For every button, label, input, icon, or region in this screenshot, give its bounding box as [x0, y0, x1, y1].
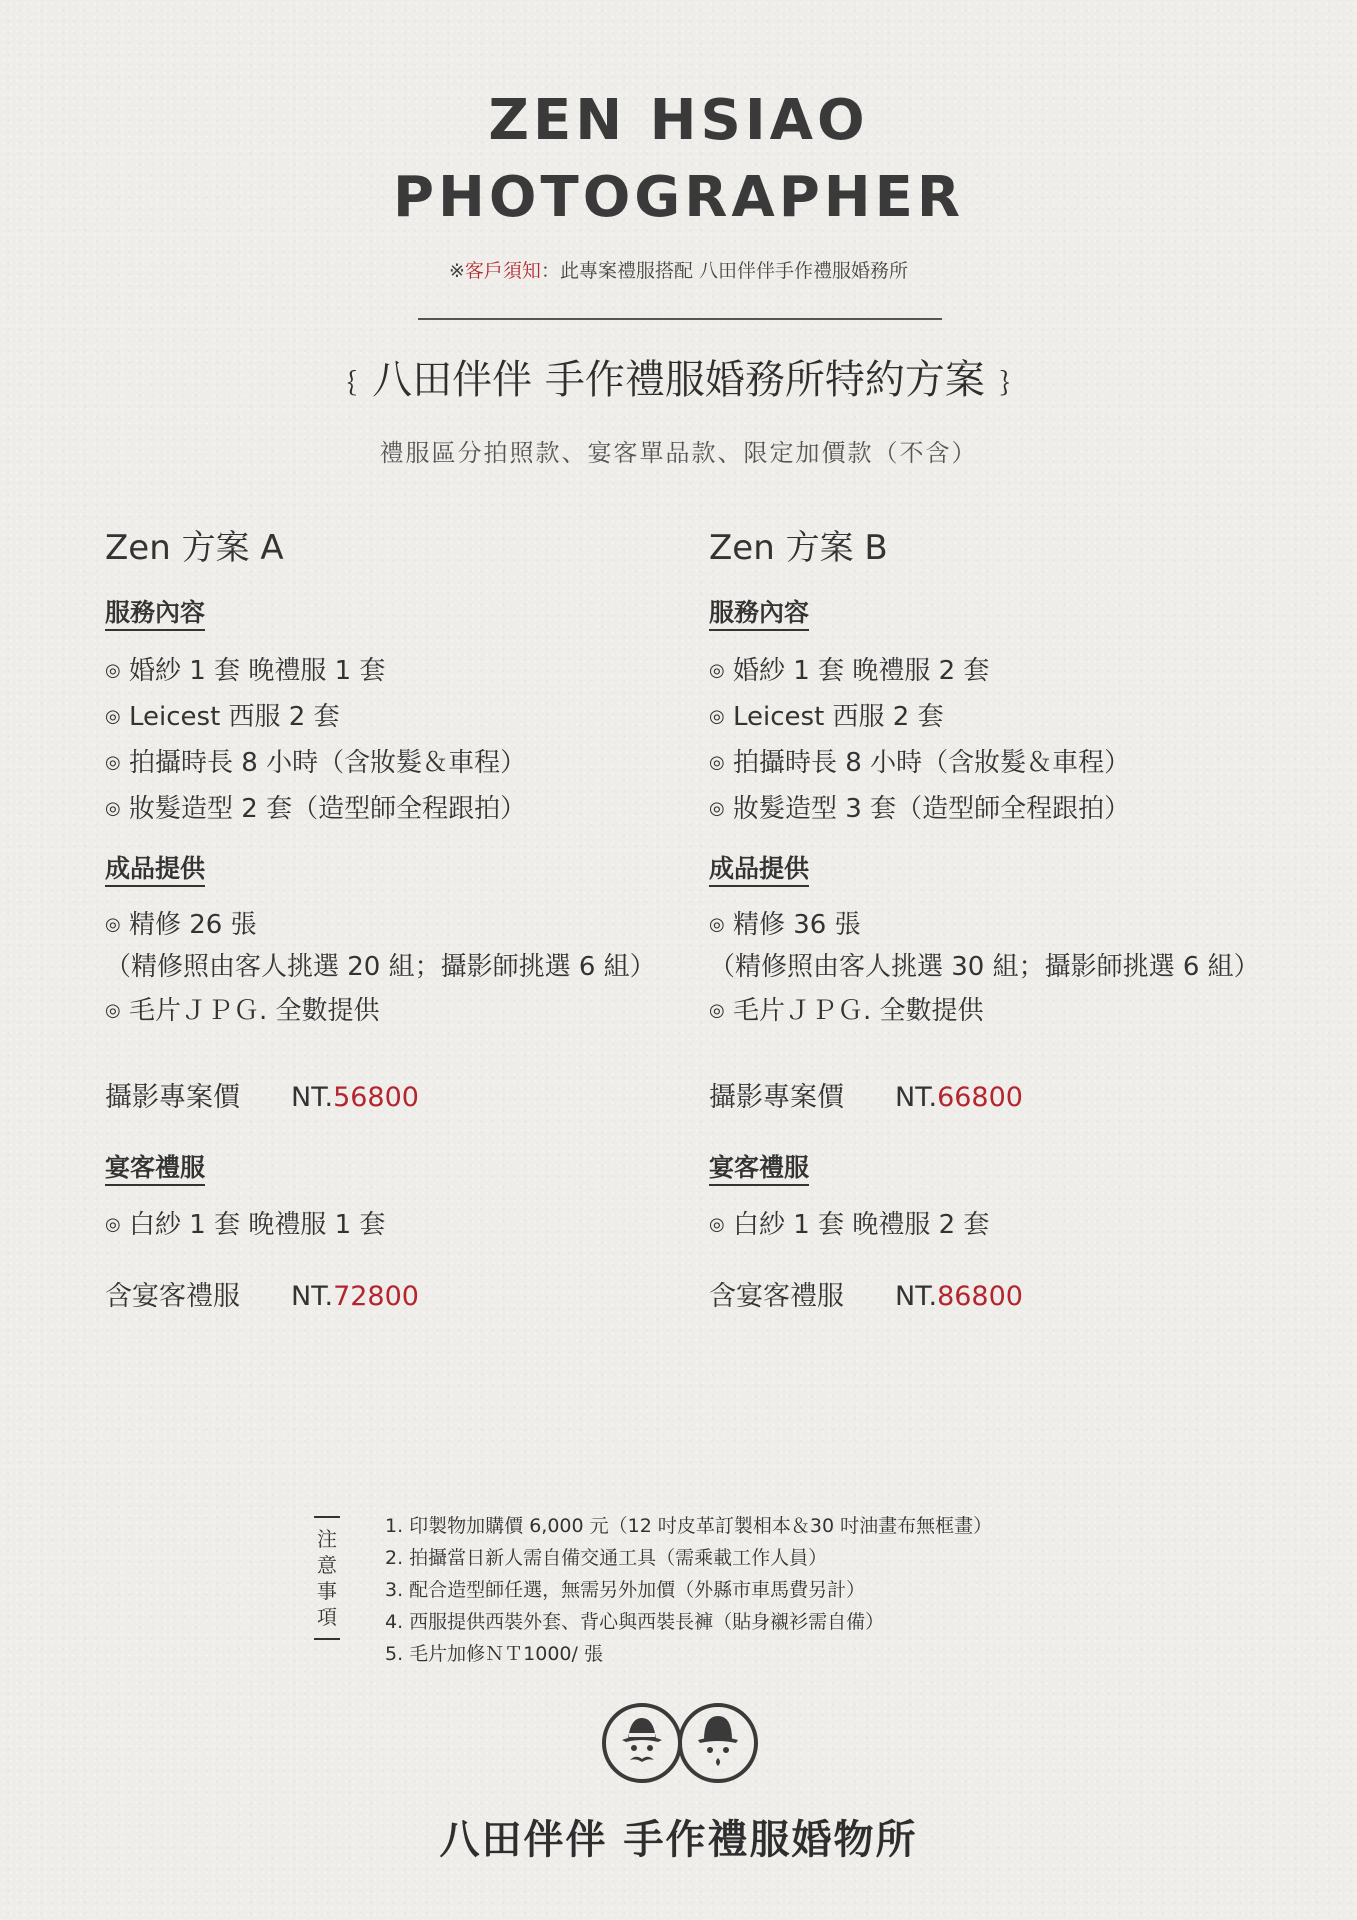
banquet-heading: 宴客禮服 — [709, 1153, 809, 1186]
price-row — [105, 1075, 419, 1114]
product-item: ◎ 精修 36 張 — [709, 910, 861, 940]
plan-b — [709, 520, 1309, 1320]
brand-line-2: PHOTOGRAPHER — [392, 165, 965, 230]
bullet-icon: ◎ — [709, 1000, 725, 1021]
bullet-icon: ◎ — [105, 752, 121, 773]
services-heading: 服務內容 — [709, 598, 809, 631]
page-title: ﹛八田伴伴 手作禮服婚務所特約方案﹜ — [332, 357, 1025, 403]
brand-logo-icon — [600, 1698, 760, 1788]
customer-notice — [0, 256, 1357, 283]
product-item: ◎ 精修 26 張 — [105, 910, 257, 940]
services-heading: 服務內容 — [105, 598, 205, 631]
banquet-price-label: 含宴客禮服 — [709, 1281, 844, 1312]
notice-highlight: 客戶須知 — [464, 260, 541, 282]
banquet-price-row — [709, 1274, 1023, 1313]
service-item: ◎ 拍攝時長 8 小時（含妝髮＆車程） — [105, 748, 527, 778]
banquet-price-row — [105, 1274, 419, 1313]
plan-a — [105, 520, 705, 1320]
price-prefix: NT. — [895, 1082, 938, 1113]
bullet-icon: ◎ — [709, 798, 725, 819]
banquet-item: ◎ 白紗 1 套 晚禮服 1 套 — [105, 1210, 386, 1240]
notes-label: 注 意 事 項 — [310, 1508, 344, 1648]
products-heading: 成品提供 — [105, 854, 205, 887]
product-item: ◎ 毛片ＪＰＧ. 全數提供 — [709, 996, 984, 1026]
price-value: 56800 — [333, 1082, 419, 1113]
bullet-icon: ◎ — [709, 706, 725, 727]
note-item: 2. 拍攝當日新人需自備交通工具（需乘載工作人員） — [385, 1547, 828, 1569]
bullet-icon: ◎ — [105, 1214, 121, 1235]
note-item: 4. 西服提供西裝外套、背心與西裝長褲（貼身襯衫需自備） — [385, 1611, 885, 1633]
service-item: ◎ Leicest 西服 2 套 — [709, 702, 944, 732]
service-item: ◎ 拍攝時長 8 小時（含妝髮＆車程） — [709, 748, 1131, 778]
price-value: 66800 — [937, 1082, 1023, 1113]
footer-brand: 八田伴伴 手作禮服婚物所 — [439, 1816, 918, 1863]
divider — [418, 318, 942, 320]
price-row — [709, 1075, 1023, 1114]
banquet-price-value: 72800 — [333, 1281, 419, 1312]
bullet-icon: ◎ — [709, 914, 725, 935]
service-item: ◎ 婚紗 1 套 晚禮服 2 套 — [709, 656, 990, 686]
plan-title: Zen 方案 B — [709, 528, 888, 568]
service-item: ◎ 妝髮造型 3 套（造型師全程跟拍） — [709, 794, 1131, 824]
bullet-icon: ◎ — [105, 798, 121, 819]
banquet-item: ◎ 白紗 1 套 晚禮服 2 套 — [709, 1210, 990, 1240]
notes-list — [385, 1510, 1185, 1670]
note-item: 1. 印製物加購價 6,000 元（12 吋皮革訂製相本＆30 吋油畫布無框畫） — [385, 1515, 993, 1537]
service-item: ◎ 妝髮造型 2 套（造型師全程跟拍） — [105, 794, 527, 824]
bullet-icon: ◎ — [105, 706, 121, 727]
banquet-heading: 宴客禮服 — [105, 1153, 205, 1186]
page-subtitle: 禮服區分拍照款、宴客單品款、限定加價款（不含） — [379, 439, 978, 467]
bullet-icon: ◎ — [709, 752, 725, 773]
service-item: ◎ Leicest 西服 2 套 — [105, 702, 340, 732]
plan-title: Zen 方案 A — [105, 528, 284, 568]
bullet-icon: ◎ — [105, 914, 121, 935]
bullet-icon: ◎ — [105, 660, 121, 681]
price-prefix: NT. — [291, 1082, 334, 1113]
bullet-icon: ◎ — [105, 1000, 121, 1021]
price-label: 攝影專案價 — [709, 1082, 844, 1113]
notes-bar-top — [314, 1516, 340, 1518]
banquet-price-label: 含宴客禮服 — [105, 1281, 240, 1312]
product-item: ◎ 毛片ＪＰＧ. 全數提供 — [105, 996, 380, 1026]
brand-line-1: ZEN HSIAO — [488, 88, 869, 153]
bullet-icon: ◎ — [709, 1214, 725, 1235]
price-prefix: NT. — [895, 1281, 938, 1312]
price-label: 攝影專案價 — [105, 1082, 240, 1113]
note-item: 3. 配合造型師任選，無需另外加價（外縣市車馬費另計） — [385, 1579, 866, 1601]
bullet-icon: ◎ — [709, 660, 725, 681]
banquet-price-value: 86800 — [937, 1281, 1023, 1312]
notes-bar-bottom — [314, 1638, 340, 1640]
service-item: ◎ 婚紗 1 套 晚禮服 1 套 — [105, 656, 386, 686]
note-item: 5. 毛片加修ＮＴ1000/ 張 — [385, 1643, 603, 1665]
price-prefix: NT. — [291, 1281, 334, 1312]
notice-text: ：此專案禮服搭配 八田伴伴手作禮服婚務所 — [540, 260, 908, 282]
products-heading: 成品提供 — [709, 854, 809, 887]
notice-prefix: ※ — [449, 260, 465, 282]
product-note: （精修照由客人挑選 20 組；攝影師挑選 6 組） — [105, 952, 656, 982]
product-note: （精修照由客人挑選 30 組；攝影師挑選 6 組） — [709, 952, 1260, 982]
